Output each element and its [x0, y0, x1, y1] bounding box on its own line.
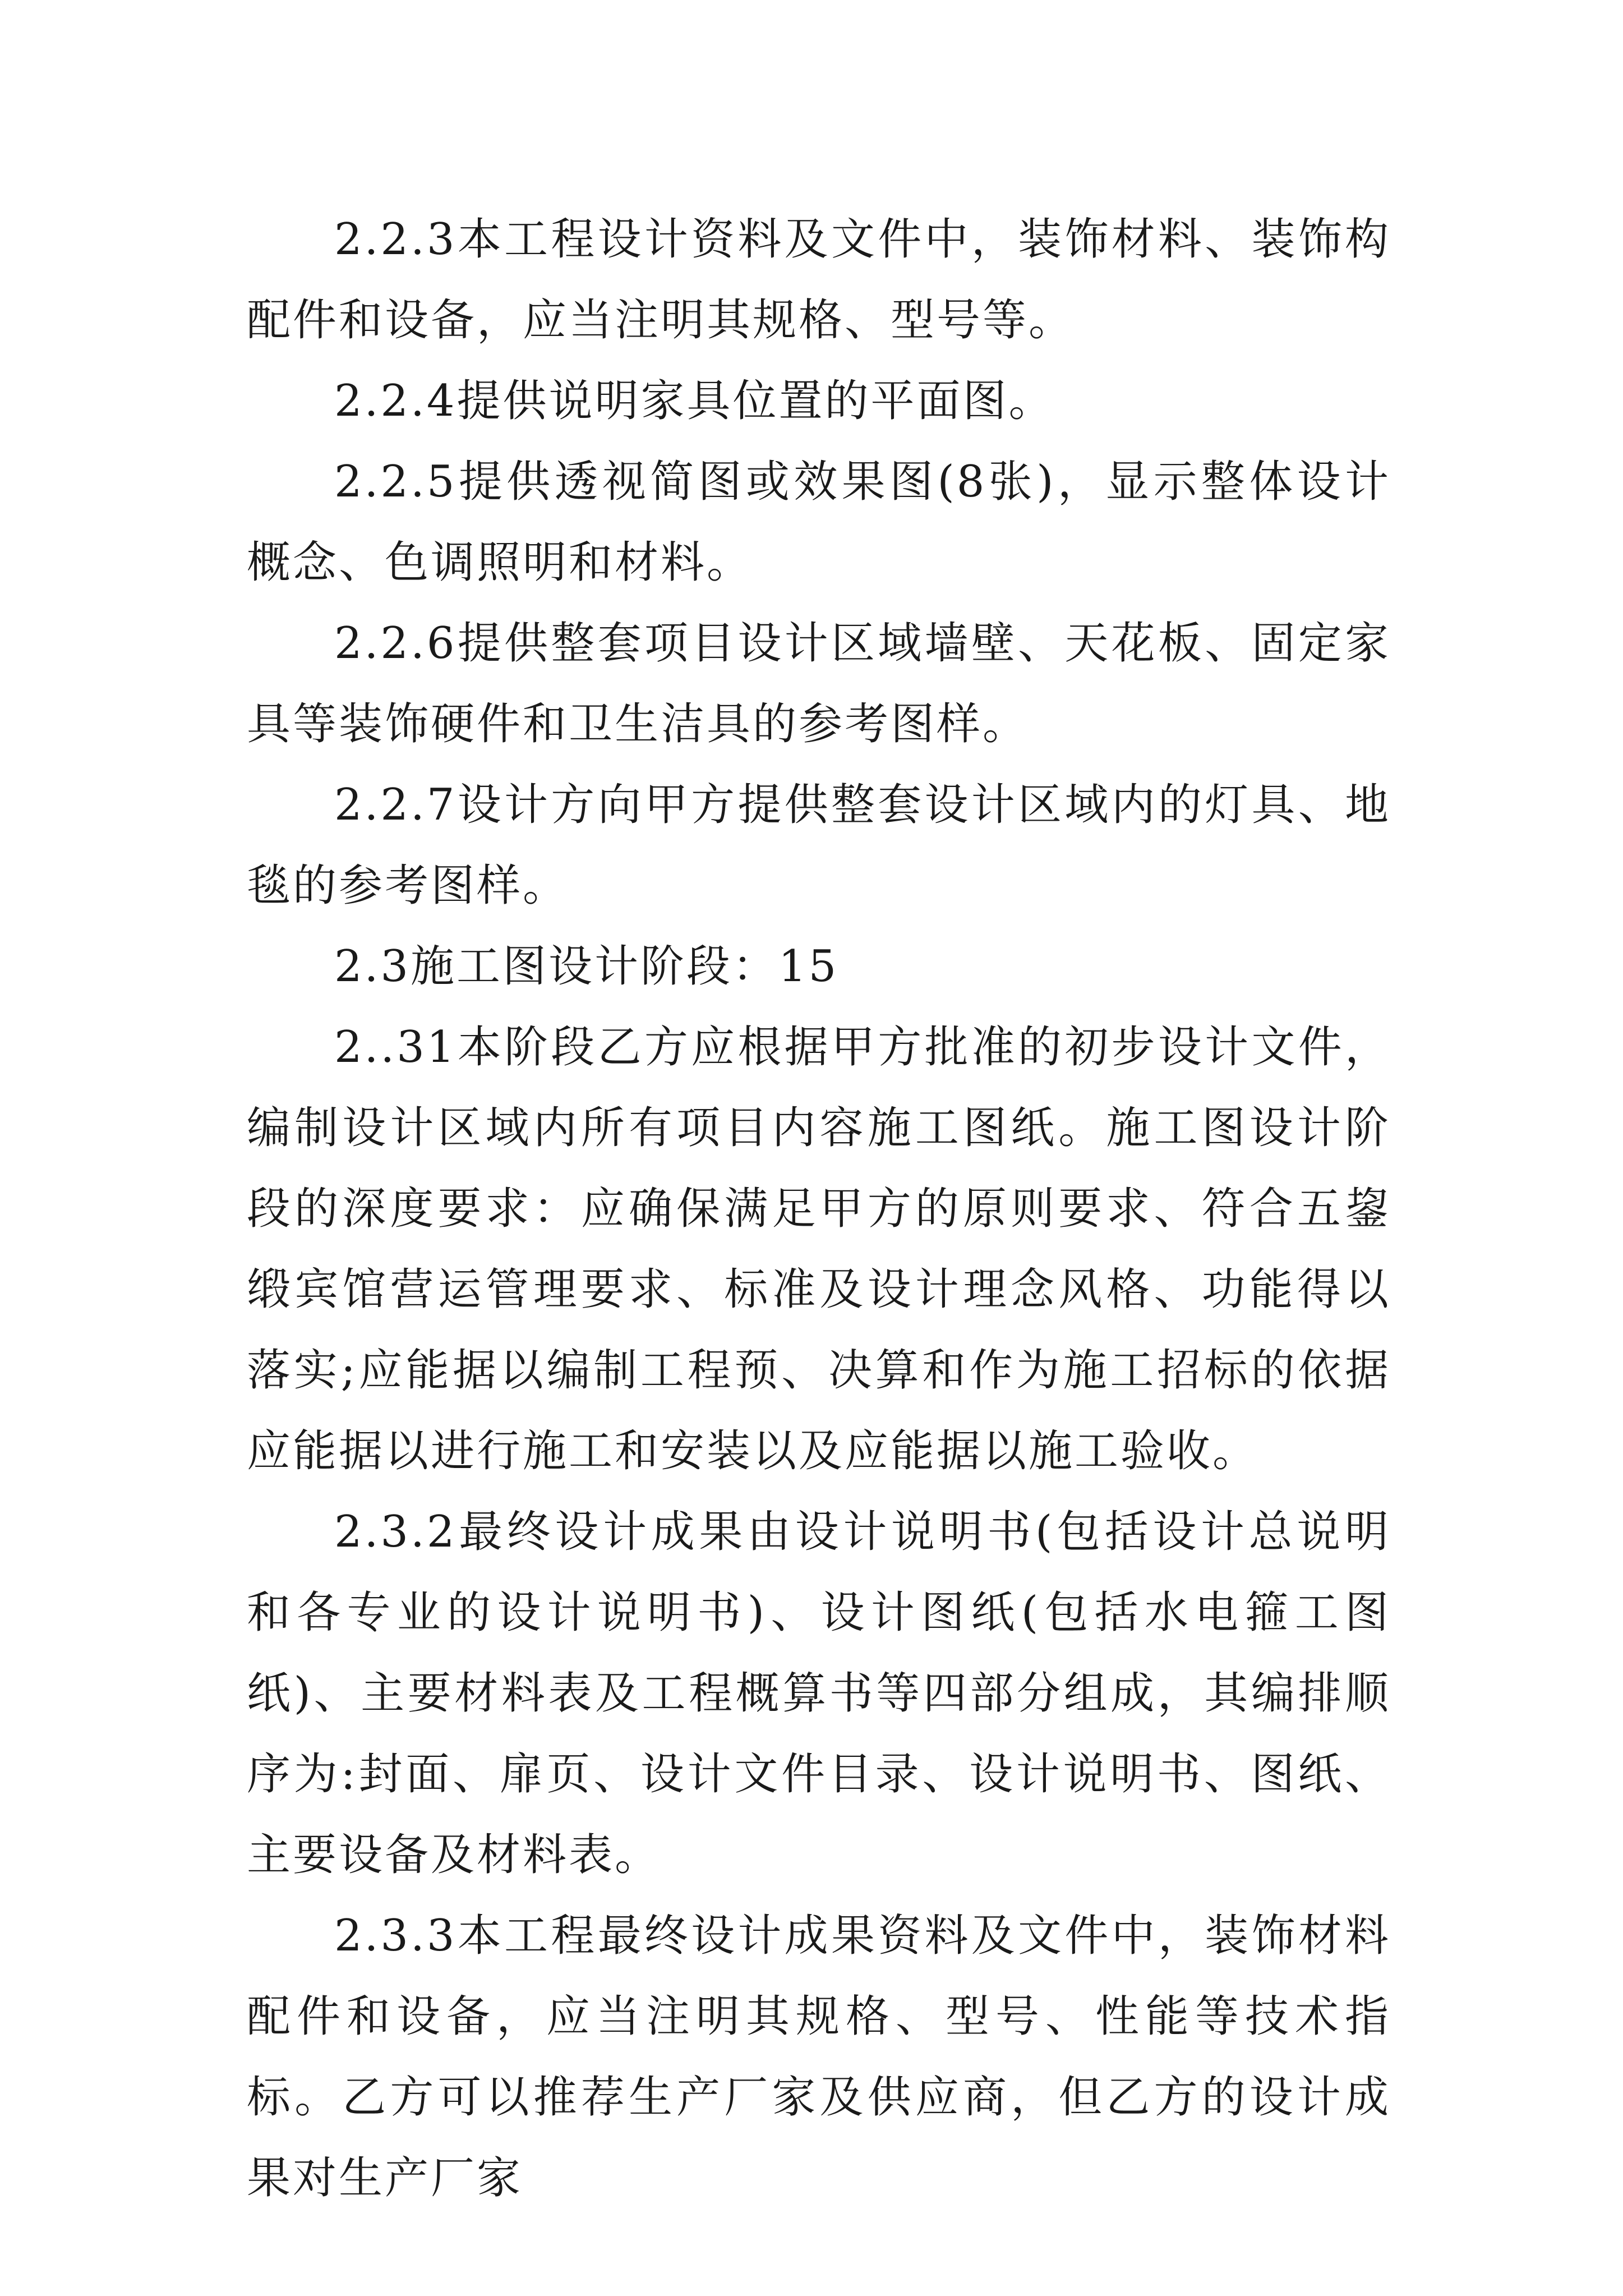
paragraph-2-3-2: 2.3.2最终设计成果由设计说明书(包括设计总说明和各专业的设计说明书)、设计图纸(包括水电箍工图纸)、主要材料表及工程概算书等四部分组成，其编排顺序为:封面、扉页、设计文件目录、设计说明书、图纸、主要设备及材料表。 [247, 1507, 1391, 1880]
document-body [247, 199, 1391, 2219]
section-heading-2-3: 2.3施工图设计阶段：15 [334, 941, 839, 992]
paragraph-2-2-4: 2.2.4提供说明家具位置的平面图。 [334, 376, 1055, 426]
paragraph-2-2-3: 2.2.3本工程设计资料及文件中，装饰材料、装饰构配件和设备，应当注明其规格、型号等。 [247, 214, 1391, 346]
paragraph-2-2-6: 2.2.6提供整套项目设计区域墙壁、天花板、固定家具等装饰硬件和卫生洁具的参考图样。 [247, 618, 1391, 749]
paragraph-2-2-5: 2.2.5提供透视简图或效果图(8张)，显示整体设计概念、色调照明和材料。 [247, 457, 1391, 588]
paragraph-2-3-3: 2.3.3本工程最终设计成果资料及文件中，装饰材料配件和设备，应当注明其规格、型号、性能等技术指标。乙方可以推荐生产厂家及供应商，但乙方的设计成果对生产厂家 [247, 1911, 1391, 2203]
paragraph-2-3-1: 2..31本阶段乙方应根据甲方批准的初步设计文件，编制设计区域内所有项目内容施工图纸。施工图设计阶段的深度要求：应确保满足甲方的原则要求、符合五鋆缎宾馆营运管理要求、标准及设计理念风格、功能得以落实;应能据以编制工程预、决算和作为施工招标的依据应能据以进行施工和安装以及应能据以施工验收。 [247, 1022, 1391, 1476]
paragraph-2-2-7: 2.2.7设计方向甲方提供整套设计区域内的灯具、地毯的参考图样。 [247, 780, 1391, 911]
